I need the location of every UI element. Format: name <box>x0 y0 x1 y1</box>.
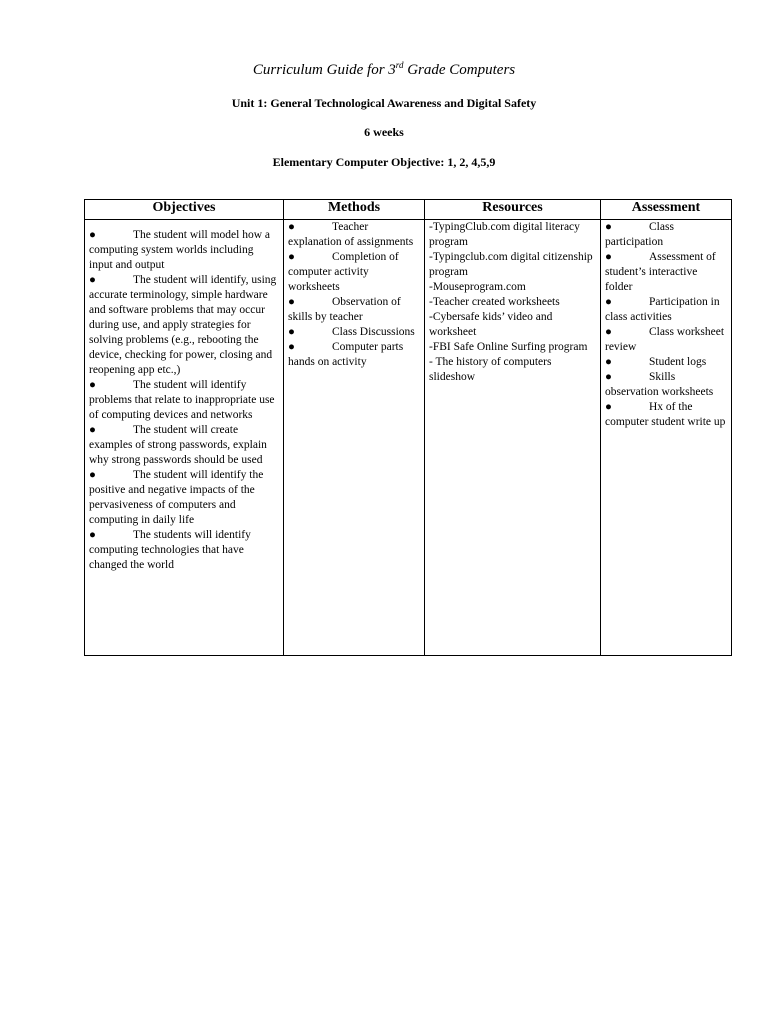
resources-item <box>429 250 596 280</box>
assessment-item <box>605 355 727 370</box>
objectives-item-text: The student will identify the positive and negative impacts of the pervasiveness of computers and computing in daily life <box>89 469 264 526</box>
bullet-icon: ● <box>89 424 96 436</box>
objectives-item <box>89 423 279 468</box>
objectives-item <box>89 378 279 423</box>
bullet-icon: ● <box>288 326 295 338</box>
unit-heading: Unit 1: General Technological Awareness and Digital Safety <box>231 96 537 110</box>
assessment-item <box>605 370 727 400</box>
resources-item-text: -FBI Safe Online Surfing program <box>429 341 588 353</box>
bullet-icon: ● <box>288 296 295 308</box>
methods-item-text: Computer parts hands on activity <box>288 341 404 368</box>
resources-list <box>429 220 596 385</box>
methods-item-text: Completion of computer activity worksheets <box>288 251 399 293</box>
title-prefix: Curriculum Guide for 3 <box>252 62 396 78</box>
curriculum-table <box>84 199 732 656</box>
resources-item <box>429 295 596 310</box>
header-assessment: Assessment <box>601 200 732 220</box>
assessment-item-text: Class worksheet review <box>605 326 725 353</box>
header-methods: Methods <box>284 200 425 220</box>
methods-item <box>288 295 420 325</box>
resources-item-text: -Cybersafe kids’ video and worksheet <box>429 311 553 338</box>
assessment-cell <box>601 220 732 656</box>
assessment-item-text: Assessment of student’s interactive folder <box>605 251 716 293</box>
title-superscript: rd <box>395 60 404 70</box>
table-header-row <box>85 200 732 220</box>
bullet-icon: ● <box>605 401 612 413</box>
assessment-item-text: Participation in class activities <box>605 296 720 323</box>
assessment-item-text: Class participation <box>605 221 674 248</box>
objectives-cell <box>85 220 284 656</box>
bullet-icon: ● <box>605 326 612 338</box>
duration-heading: 6 weeks <box>364 125 404 139</box>
assessment-item <box>605 250 727 295</box>
header-objectives: Objectives <box>85 200 284 220</box>
objectives-item-text: The student will model how a computing system worlds including input and output <box>89 229 271 271</box>
bullet-icon: ● <box>89 469 96 481</box>
bullet-icon: ● <box>288 341 295 353</box>
title-suffix: Grade Computers <box>407 62 516 78</box>
bullet-icon: ● <box>605 251 612 263</box>
bullet-icon: ● <box>605 221 612 233</box>
resources-item-text: -Typingclub.com digital citizenship program <box>429 251 593 278</box>
assessment-item <box>605 220 727 250</box>
resources-item <box>429 310 596 340</box>
assessment-item-text: Hx of the computer student write up <box>605 401 726 428</box>
methods-item-text: Class Discussions <box>332 326 415 338</box>
objectives-list <box>89 228 279 573</box>
bullet-icon: ● <box>605 371 612 383</box>
objectives-item-text: The student will create examples of strong passwords, explain why strong passwords should be used <box>89 424 267 466</box>
resources-item <box>429 280 596 295</box>
bullet-icon: ● <box>89 379 96 391</box>
header-resources: Resources <box>425 200 601 220</box>
objectives-item-text: The student will identify problems that relate to inappropriate use of computing devices and networks <box>89 379 275 421</box>
assessment-item-text: Student logs <box>649 356 707 368</box>
objectives-item-text: The students will identify computing technologies that have changed the world <box>89 529 251 571</box>
resources-item-text: -Mouseprogram.com <box>429 281 526 293</box>
bullet-icon: ● <box>605 296 612 308</box>
table-body-row <box>85 220 732 656</box>
objectives-item <box>89 528 279 573</box>
methods-item <box>288 250 420 295</box>
bullet-icon: ● <box>605 356 612 368</box>
methods-list <box>288 220 420 370</box>
methods-item-text: Teacher explanation of assignments <box>288 221 414 248</box>
assessment-item <box>605 325 727 355</box>
objectives-item <box>89 468 279 528</box>
resources-item <box>429 355 596 385</box>
resources-item-text: -Teacher created worksheets <box>429 296 560 308</box>
assessment-item-text: Skills observation worksheets <box>605 371 714 398</box>
objectives-item <box>89 228 279 273</box>
methods-item <box>288 220 420 250</box>
assessment-list <box>605 220 727 430</box>
resources-item <box>429 340 596 355</box>
methods-item-text: Observation of skills by teacher <box>288 296 401 323</box>
methods-item <box>288 325 420 340</box>
resources-cell <box>425 220 601 656</box>
assessment-item <box>605 400 727 430</box>
resources-item-text: - The history of computers slideshow <box>429 356 552 383</box>
methods-item <box>288 340 420 370</box>
document-title <box>0 60 768 79</box>
assessment-item <box>605 295 727 325</box>
methods-cell <box>284 220 425 656</box>
bullet-icon: ● <box>89 274 96 286</box>
bullet-icon: ● <box>89 529 96 541</box>
bullet-icon: ● <box>288 251 295 263</box>
resources-item <box>429 220 596 250</box>
objectives-item <box>89 273 279 378</box>
objective-heading: Elementary Computer Objective: 1, 2, 4,5,9 <box>272 155 496 169</box>
resources-item-text: -TypingClub.com digital literacy program <box>429 221 580 248</box>
objectives-item-text: The student will identify, using accurate terminology, simple hardware and software problems that may occur during use, and apply strategies for solving problems (e.g., rebooting the device, checking for power, closing and reopening app etc.,) <box>89 274 277 376</box>
bullet-icon: ● <box>89 229 96 241</box>
bullet-icon: ● <box>288 221 295 233</box>
